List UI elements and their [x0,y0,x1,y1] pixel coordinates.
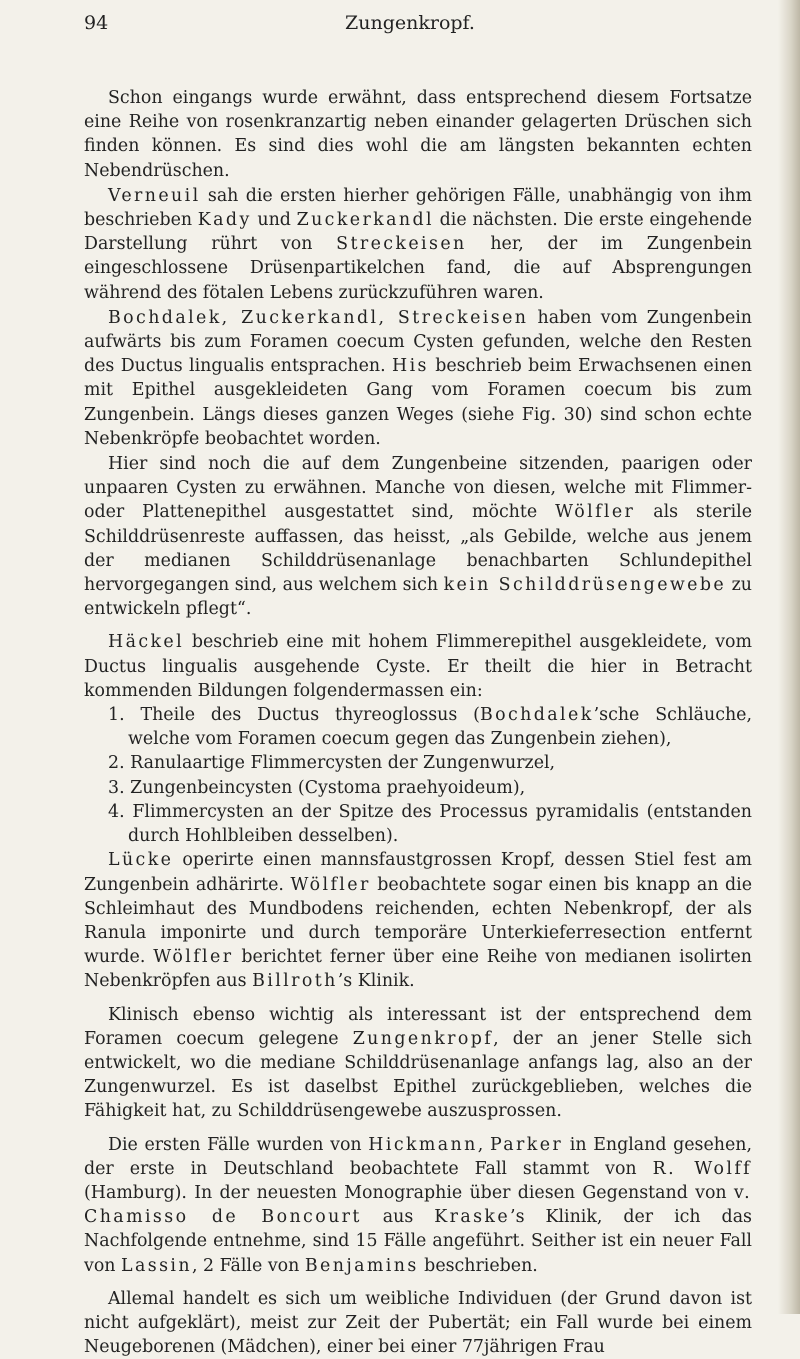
paragraph: Hier sind noch die auf dem Zungenbeine sitzenden, paarigen oder unpaaren Cysten zu erwähnen. Manche von diesen, welche mit Flimmer- oder Plattenepithel ausgestattet sind, möchte Wölfler als sterile Schilddrüsenreste auffassen, das heisst, „als Gebilde, welche aus jenem der medianen Schilddrüsenanlage benachbarten Schlundepithel hervorgegangen sind, aus welchem sich kein Schilddrüsengewebe zu entwickeln pflegt“. [84,454,752,620]
paragraph: Verneuil sah die ersten hierher gehörigen Fälle, unabhängig von ihm beschrieben Kady und Zuckerkandl die nächsten. Die erste eingehende Darstellung rührt von Streckeisen her, der im Zungenbein eingeschlossene Drüsenpartikelchen fand, die auf Absprengungen während des fötalen Lebens zurückzuführen waren. [84,185,752,303]
paragraph: Bochdalek, Zuckerkandl, Streckeisen haben vom Zungenbein aufwärts bis zum Foramen coecum Cysten gefunden, welche den Resten des Ductus lingualis entsprachen. His beschrieb beim Erwachsenen einen mit Epithel ausgekleideten Gang vom Foramen coecum bis zum Zungenbein. Längs dieses ganzen Weges (siehe Fig. 30) sind schon echte Nebenkröpfe beobachtet worden. [84,307,753,449]
author-name: His [392,356,429,377]
body-text [84,86,752,1359]
author-name: Wölfler [290,874,371,895]
author-name: Bochdalek [479,705,594,726]
author-name: v. Chamisso de Boncourt [84,1182,752,1228]
author-name: Bochdalek, Zuckerkandl, Streckeisen [108,307,529,328]
author-name: Wölfler [555,502,636,523]
emphasis: Zungenkropf [352,1028,494,1049]
emphasis: kein Schilddrüsengewebe [443,575,727,596]
author-name: Hickmann [368,1134,478,1155]
author-name: Häckel [108,632,185,653]
list-item: 2. Ranulaartige Flimmercysten der Zungenwurzel, [108,753,556,774]
page-edge-shadow [778,0,800,1314]
page-header [70,8,750,38]
author-name: Verneuil [108,185,201,206]
author-name: Kady [197,210,252,231]
list-item: 4. Flimmercysten an der Spitze des Processus pyramidalis (entstanden durch Hohlbleiben desselben). [108,801,752,847]
running-title: Zungenkropf. [345,12,475,34]
author-name: Streckeisen [336,234,467,255]
list-item: 1. Theile des Ductus thyreoglossus (Bochdalek’sche Schläuche, welche vom Foramen coecum gegen das Zungenbein ziehen), [108,705,752,750]
author-name: Parker [489,1134,564,1155]
paragraph: Klinisch ebenso wichtig als interessant ist der entsprechend dem Foramen coecum gelegene Zungenkropf, der an jener Stelle sich entwickelt, wo die mediane Schilddrüsenanlage anfangs lag, also an der Zungenwurzel. Es ist daselbst Epithel zurückgeblieben, welches die Fähigkeit hat, zu Schilddrüsengewebe auszusprossen. [84,1004,752,1122]
author-name: Benjamins [304,1255,419,1276]
paragraph: Lücke operirte einen mannsfaustgrossen Kropf, dessen Stiel fest am Zungenbein adhärirte. Wölfler beobachtete sogar einen bis knapp an die Schleimhaut des Mundbodens reichenden, echten Nebenkropf, der als Ranula imponirte und durch temporäre Unterkieferresection entfernt wurde. Wölfler berichtet ferner über eine Reihe von medianen isolirten Nebenkröpfen aus Billroth’s Klinik. [84,850,753,992]
page-number: 94 [84,12,109,34]
author-name: Kraske [434,1207,511,1228]
classification-list [84,703,752,848]
author-name: Zuckerkandl [296,210,434,231]
author-name: R. Wolff [652,1158,752,1179]
author-name: Billroth [252,971,338,992]
paragraph: Allemal handelt es sich um weibliche Individuen (der Grund davon ist nicht aufgeklärt), meist zur Zeit der Pubertät; ein Fall wurde bei einem Neugeborenen (Mädchen), einer bei einer 77jährigen Frau [84,1288,752,1358]
author-name: Lücke [108,850,174,871]
paragraph: Häckel beschrieb eine mit hohem Flimmerepithel ausgekleidete, vom Ductus lingualis ausgehende Cyste. Er theilt die hier in Betracht kommenden Bildungen folgendermassen ein: [84,632,752,701]
author-name: Wölfler [153,947,234,968]
paragraph: Die ersten Fälle wurden von Hickmann, Parker in England gesehen, der erste in Deutschland beobachtete Fall stammt von R. Wolff (Hamburg). In der neuesten Monographie über diesen Gegenstand von v. Chamisso de Boncourt aus Kraske’s Klinik, der ich das Nachfolgende entnehme, sind 15 Fälle angeführt. Seither ist ein neuer Fall von Lassin, 2 Fälle von Benjamins beschrieben. [84,1134,752,1276]
author-name: Lassin [121,1255,192,1276]
list-item: 3. Zungenbeincysten (Cystoma praehyoideum), [108,777,526,798]
paragraph: Schon eingangs wurde erwähnt, dass entsprechend diesem Fortsatze eine Reihe von rosenkranzartig neben einander gelagerten Drüschen sich finden können. Es sind dies wohl die am längsten bekannten echten Nebendrüschen. [84,88,752,181]
